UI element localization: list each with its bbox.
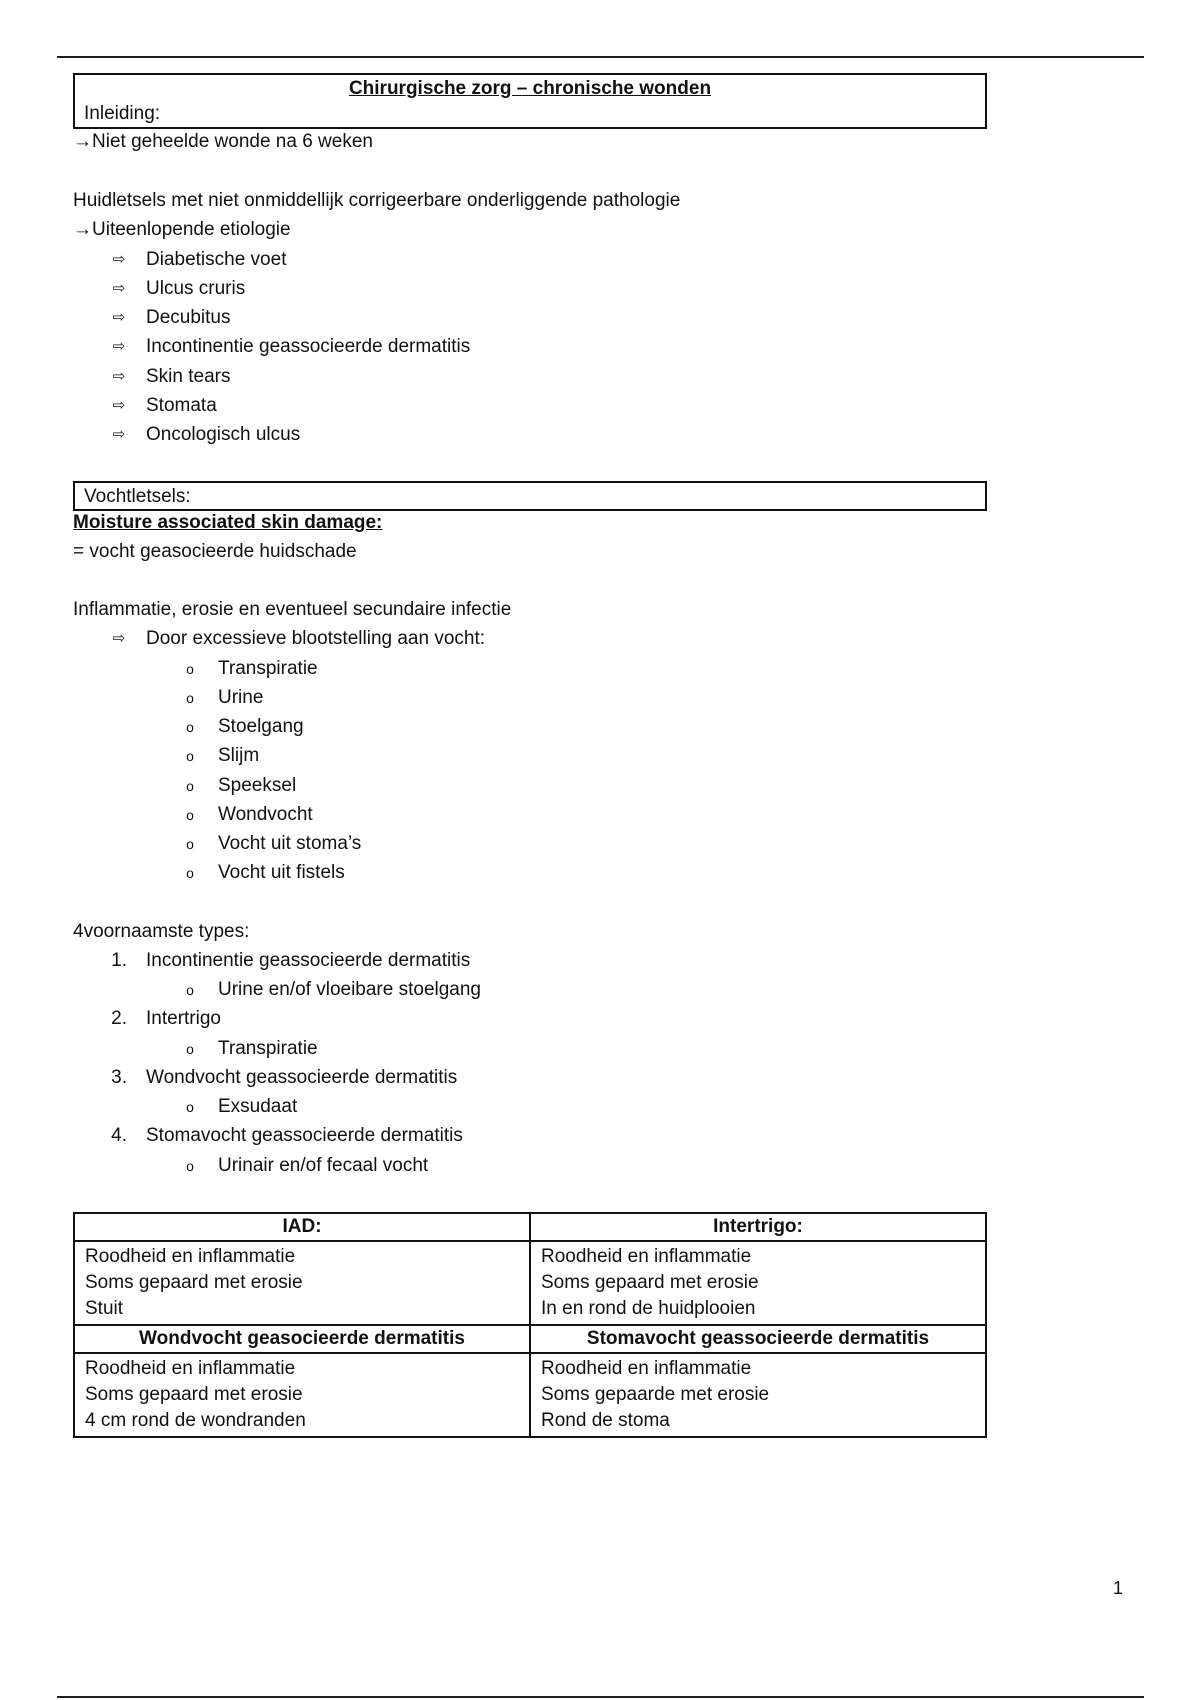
- table-header-cell: Wondvocht geasocieerde dermatitis: [74, 1325, 530, 1353]
- right-arrow-icon: ⇨: [112, 368, 126, 385]
- circle-bullet-icon: o: [186, 836, 194, 852]
- circle-bullet-icon: o: [186, 865, 194, 881]
- types-title: 4voornaamste types:: [73, 921, 250, 942]
- top-rule: [57, 56, 1144, 58]
- moisture-definition: = vocht geasocieerde huidschade: [73, 541, 357, 562]
- right-arrow-icon: ⇨: [112, 280, 126, 297]
- etiology-title: Uiteenlopende etiologie: [92, 219, 291, 240]
- circle-bullet-icon: o: [186, 719, 194, 735]
- definition-line: [73, 131, 373, 153]
- circle-bullet-icon: o: [186, 807, 194, 823]
- item-number: 2.: [111, 1008, 127, 1029]
- table-cell: Roodheid en inflammatie Soms gepaarde met erosie Rond de stoma: [530, 1353, 986, 1437]
- table-cell: Roodheid en inflammatie Soms gepaard met erosie 4 cm rond de wondranden: [74, 1353, 530, 1437]
- comparison-table: [73, 1212, 987, 1438]
- page-number: 1: [1113, 1578, 1124, 1598]
- circle-bullet-icon: o: [186, 1041, 194, 1057]
- arrow-icon: →: [73, 219, 92, 240]
- inflammation-line: Inflammatie, erosie en eventueel secundaire infectie: [73, 599, 512, 620]
- section-heading: Moisture associated skin damage:: [73, 512, 383, 533]
- table-header-cell: Intertrigo:: [530, 1213, 986, 1241]
- circle-bullet-icon: o: [186, 982, 194, 998]
- right-arrow-icon: ⇨: [112, 397, 126, 414]
- circle-bullet-icon: o: [186, 661, 194, 677]
- right-arrow-icon: ⇨: [112, 309, 126, 326]
- right-arrow-icon: ⇨: [112, 251, 126, 268]
- right-arrow-icon: ⇨: [112, 338, 126, 355]
- table-header-cell: IAD:: [74, 1213, 530, 1241]
- table-cell: Roodheid en inflammatie Soms gepaard met erosie In en rond de huidplooien: [530, 1241, 986, 1325]
- table-header-row: [74, 1213, 986, 1241]
- table-header-cell: Stomavocht geassocieerde dermatitis: [530, 1325, 986, 1353]
- table-row: [74, 1353, 986, 1437]
- circle-bullet-icon: o: [186, 778, 194, 794]
- table-row: [74, 1241, 986, 1325]
- arrow-icon: →: [73, 131, 92, 152]
- bottom-rule: [57, 1696, 1144, 1698]
- item-number: 3.: [111, 1067, 127, 1088]
- circle-bullet-icon: o: [186, 1158, 194, 1174]
- circle-bullet-icon: o: [186, 1099, 194, 1115]
- etiology-title-line: [73, 219, 291, 241]
- item-number: 4.: [111, 1125, 127, 1146]
- definition-text: Niet geheelde wonde na 6 weken: [92, 131, 373, 152]
- intro-label: Inleiding:: [84, 103, 161, 124]
- circle-bullet-icon: o: [186, 690, 194, 706]
- item-number: 1.: [111, 950, 127, 971]
- right-arrow-icon: ⇨: [112, 426, 126, 443]
- table-header-row: [74, 1325, 986, 1353]
- circle-bullet-icon: o: [186, 748, 194, 764]
- description-line: Huidletsels met niet onmiddellijk corrigeerbare onderliggende pathologie: [73, 190, 681, 211]
- title-box: [73, 73, 987, 129]
- page-title: Chirurgische zorg – chronische wonden: [348, 78, 712, 99]
- table-cell: Roodheid en inflammatie Soms gepaard met erosie Stuit: [74, 1241, 530, 1325]
- section-box-vochtletsels: [73, 481, 987, 511]
- right-arrow-icon: ⇨: [112, 630, 126, 647]
- section-label: Vochtletsels:: [84, 486, 191, 507]
